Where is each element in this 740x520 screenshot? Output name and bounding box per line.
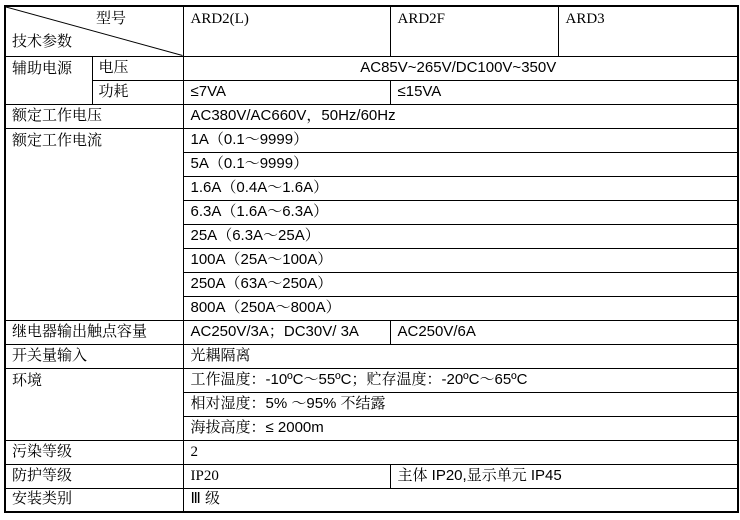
aux-voltage-value: AC85V~265V/DC100V~350V — [183, 56, 738, 80]
header-model-label: 型号 — [96, 10, 127, 27]
rated-current-value-0: 1A（0.1～9999） — [183, 128, 738, 152]
column-header-ard2l: ARD2(L) — [183, 6, 390, 56]
row-installation — [5, 488, 738, 512]
relay-output-ard2f-ard3-value: AC250V/6A — [390, 320, 738, 344]
spec-table — [4, 5, 739, 513]
header-params-label: 技术参数 — [12, 32, 73, 50]
aux-consumption-ard2f-ard3-value: ≤15VA — [390, 80, 738, 104]
rated-voltage-label: 额定工作电压 — [5, 104, 183, 128]
rated-current-value-3: 6.3A（1.6A～6.3A） — [183, 200, 738, 224]
header-diagonal-cell — [5, 6, 183, 56]
row-environment-0 — [5, 368, 738, 392]
rated-current-label: 额定工作电流 — [5, 128, 183, 320]
protection-ard2-value: IP20 — [183, 464, 390, 488]
pollution-label: 污染等级 — [5, 440, 183, 464]
header-row — [5, 6, 738, 56]
rated-current-value-4: 25A（6.3A～25A） — [183, 224, 738, 248]
aux-power-label: 辅助电源 — [5, 56, 92, 104]
relay-output-ard2-value: AC250V/3A；DC30V/ 3A — [183, 320, 390, 344]
rated-current-value-7: 800A（250A～800A） — [183, 296, 738, 320]
relay-output-label: 继电器输出触点容量 — [5, 320, 183, 344]
aux-consumption-label: 功耗 — [92, 80, 183, 104]
aux-voltage-label: 电压 — [92, 56, 183, 80]
rated-current-value-1: 5A（0.1～9999） — [183, 152, 738, 176]
rated-current-value-5: 100A（25A～100A） — [183, 248, 738, 272]
aux-consumption-ard2-value: ≤7VA — [183, 80, 390, 104]
row-protection — [5, 464, 738, 488]
row-pollution — [5, 440, 738, 464]
protection-ard2f-ard3-value: 主体 IP20,显示单元 IP45 — [390, 464, 738, 488]
rated-voltage-value: AC380V/AC660V，50Hz/60Hz — [183, 104, 738, 128]
environment-value-1: 相对湿度：5% ～95% 不结露 — [183, 392, 738, 416]
environment-value-0: 工作温度：-10ºC～55ºC；贮存温度：-20ºC～65ºC — [183, 368, 738, 392]
row-rated-voltage — [5, 104, 738, 128]
environment-label: 环境 — [5, 368, 183, 440]
column-header-ard2f: ARD2F — [390, 6, 558, 56]
column-header-ard3: ARD3 — [558, 6, 738, 56]
rated-current-value-2: 1.6A（0.4A～1.6A） — [183, 176, 738, 200]
installation-value: Ⅲ 级 — [183, 488, 738, 512]
environment-value-2: 海拔高度：≤ 2000m — [183, 416, 738, 440]
installation-label: 安装类别 — [5, 488, 183, 512]
rated-current-value-6: 250A（63A～250A） — [183, 272, 738, 296]
switch-input-label: 开关量输入 — [5, 344, 183, 368]
switch-input-value: 光耦隔离 — [183, 344, 738, 368]
row-switch-input — [5, 344, 738, 368]
row-rated-current-0 — [5, 128, 738, 152]
pollution-value: 2 — [183, 440, 738, 464]
protection-label: 防护等级 — [5, 464, 183, 488]
row-relay-output — [5, 320, 738, 344]
row-aux-voltage — [5, 56, 738, 80]
row-aux-consumption — [5, 80, 738, 104]
